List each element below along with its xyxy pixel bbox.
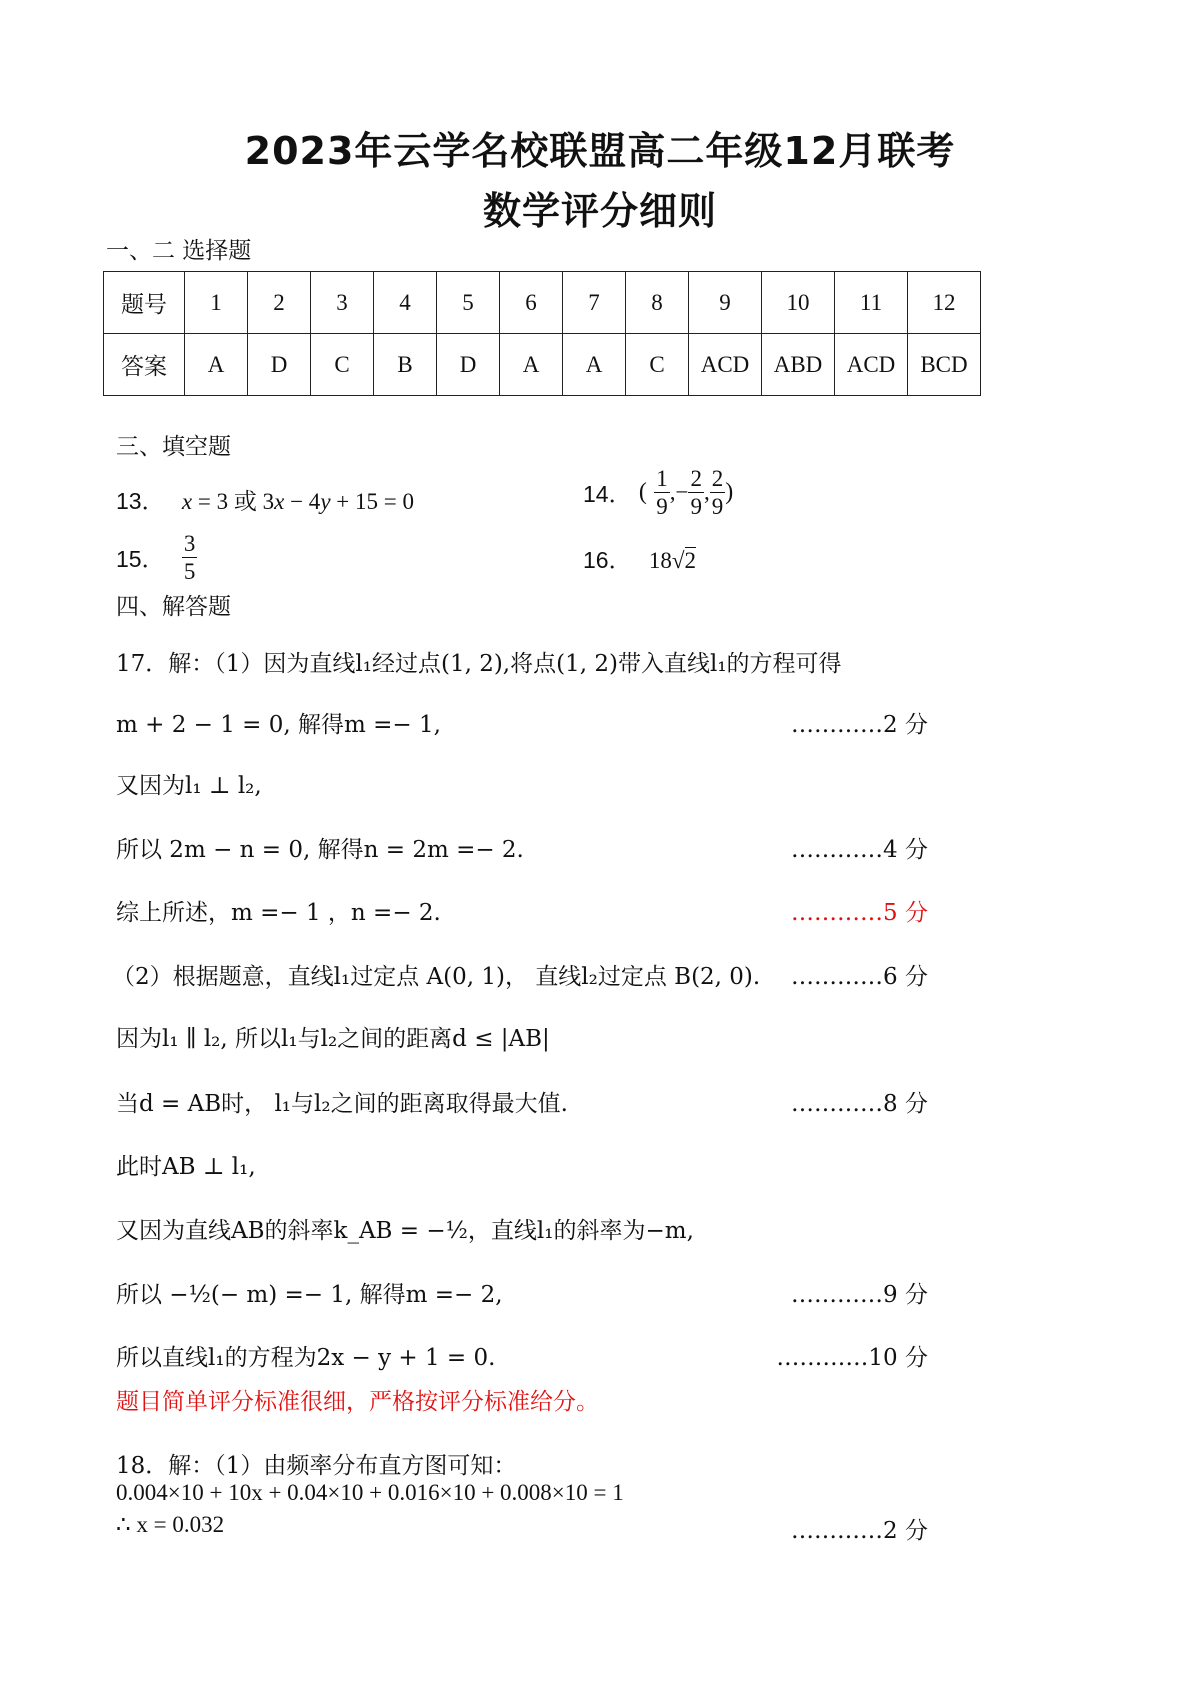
- denominator: 9: [690, 494, 702, 519]
- fraction: [182, 530, 198, 585]
- question-number: 14．: [583, 481, 632, 507]
- solution-line: 17．解：（1）因为直线l₁经过点(1, 2),将点(1, 2)带入直线l₁的方程可得: [116, 651, 842, 677]
- question-number: 15．: [116, 546, 165, 572]
- solution-line: 此时AB ⊥ l₁,: [116, 1154, 256, 1180]
- table-cell: 9: [689, 272, 762, 334]
- fraction: [710, 465, 726, 520]
- solution-line: 因为l₁ ∥ l₂, 所以l₁与l₂之间的距离d ≤ |AB|: [116, 1026, 550, 1052]
- numerator: 2: [690, 466, 702, 491]
- math-expression: [649, 548, 696, 573]
- answer-table: [103, 271, 981, 396]
- table-cell: 4: [374, 272, 437, 334]
- math-var: x: [181, 489, 193, 514]
- document-title: 2023年云学名校联盟高二年级12月联考: [244, 129, 956, 173]
- table-cell: ACD: [835, 334, 908, 396]
- math-text: = 3 或 3: [192, 489, 275, 514]
- denominator: 5: [183, 559, 196, 584]
- table-cell: 5: [437, 272, 500, 334]
- table-cell: C: [311, 334, 374, 396]
- table-cell: BCD: [908, 334, 981, 396]
- answer-14: [583, 465, 733, 520]
- solution-line: 0.004×10 + 10x + 0.04×10 + 0.016×10 + 0.008×10 = 1: [116, 1480, 624, 1505]
- table-row-answers: [104, 334, 981, 396]
- table-cell: ACD: [689, 334, 762, 396]
- denominator: 9: [656, 494, 668, 519]
- score-mark: …………8 分: [791, 1091, 928, 1117]
- coefficient: 18: [648, 548, 672, 573]
- table-cell: 10: [762, 272, 835, 334]
- math-expression: [182, 489, 414, 514]
- fraction: [688, 465, 704, 520]
- solution-line: 所以 2m − n = 0, 解得n = 2m =− 2.: [116, 837, 524, 863]
- numerator: 3: [183, 531, 196, 556]
- math-text: + 15 = 0: [330, 489, 414, 514]
- table-cell: B: [374, 334, 437, 396]
- solution-line: （2）根据题意，直线l₁过定点 A(0, 1)， 直线l₂过定点 B(2, 0).: [112, 964, 761, 990]
- question-number: 16．: [583, 547, 632, 573]
- table-cell: 8: [626, 272, 689, 334]
- math-var: x: [274, 489, 285, 514]
- separator: ,: [703, 479, 710, 505]
- solution-line: 所以 −½(− m) =− 1, 解得m =− 2,: [116, 1282, 503, 1308]
- section-heading-solution: 四、解答题: [116, 594, 231, 620]
- table-row-questions: [104, 272, 981, 334]
- table-cell: 6: [500, 272, 563, 334]
- numerator: 2: [711, 466, 724, 491]
- answer-13: [116, 483, 414, 516]
- score-mark: …………4 分: [791, 837, 928, 863]
- grading-note: 题目简单评分标准很细，严格按评分标准给分。: [116, 1389, 599, 1415]
- score-mark-highlight: …………5 分: [791, 900, 928, 926]
- table-cell: 12: [908, 272, 981, 334]
- solution-line: 18．解：（1）由频率分布直方图可知：: [116, 1453, 517, 1479]
- math-text: − 4: [284, 489, 321, 514]
- separator: ,−: [669, 479, 689, 505]
- math-var: y: [320, 489, 331, 514]
- solution-line: 又因为l₁ ⊥ l₂,: [116, 773, 262, 799]
- table-cell: 2: [248, 272, 311, 334]
- fraction: [654, 465, 670, 520]
- solution-line: ∴ x = 0.032: [116, 1512, 225, 1537]
- answer-15: [116, 530, 197, 585]
- denominator: 9: [711, 494, 724, 519]
- table-cell: A: [500, 334, 563, 396]
- table-cell: 11: [835, 272, 908, 334]
- table-cell: 1: [185, 272, 248, 334]
- table-cell: D: [248, 334, 311, 396]
- solution-line: 又因为直线AB的斜率k_AB = −½，直线l₁的斜率为−m,: [116, 1218, 694, 1244]
- table-cell: A: [563, 334, 626, 396]
- question-number: 13．: [116, 488, 165, 514]
- row-label-answer: 答案: [104, 334, 185, 396]
- solution-line: m + 2 − 1 = 0, 解得m =− 1,: [116, 712, 441, 738]
- table-cell: ABD: [762, 334, 835, 396]
- table-cell: 7: [563, 272, 626, 334]
- paren: (: [638, 479, 647, 505]
- row-label-question: 题号: [104, 272, 185, 334]
- score-mark: …………10 分: [776, 1345, 928, 1371]
- section-heading-choice: 一、二 选择题: [106, 238, 252, 264]
- solution-line: 综上所述，m =− 1 ，n =− 2.: [116, 900, 441, 926]
- solution-line: 当d = AB时， l₁与l₂之间的距离取得最大值.: [116, 1091, 568, 1117]
- score-mark: …………2 分: [791, 712, 928, 738]
- table-cell: D: [437, 334, 500, 396]
- score-mark: …………2 分: [791, 1518, 928, 1544]
- table-cell: 3: [311, 272, 374, 334]
- section-heading-fill: 三、填空题: [116, 434, 231, 460]
- score-mark: …………9 分: [791, 1282, 928, 1308]
- paren: ): [725, 479, 734, 505]
- document-subtitle: 数学评分细则: [482, 189, 717, 233]
- answer-16: [583, 542, 696, 575]
- radicand: 2: [684, 548, 697, 573]
- table-cell: A: [185, 334, 248, 396]
- score-mark: …………6 分: [791, 964, 928, 990]
- numerator: 1: [656, 466, 668, 491]
- solution-line: 所以直线l₁的方程为2x − y + 1 = 0.: [116, 1345, 496, 1371]
- table-cell: C: [626, 334, 689, 396]
- sqrt-icon: √: [671, 548, 685, 573]
